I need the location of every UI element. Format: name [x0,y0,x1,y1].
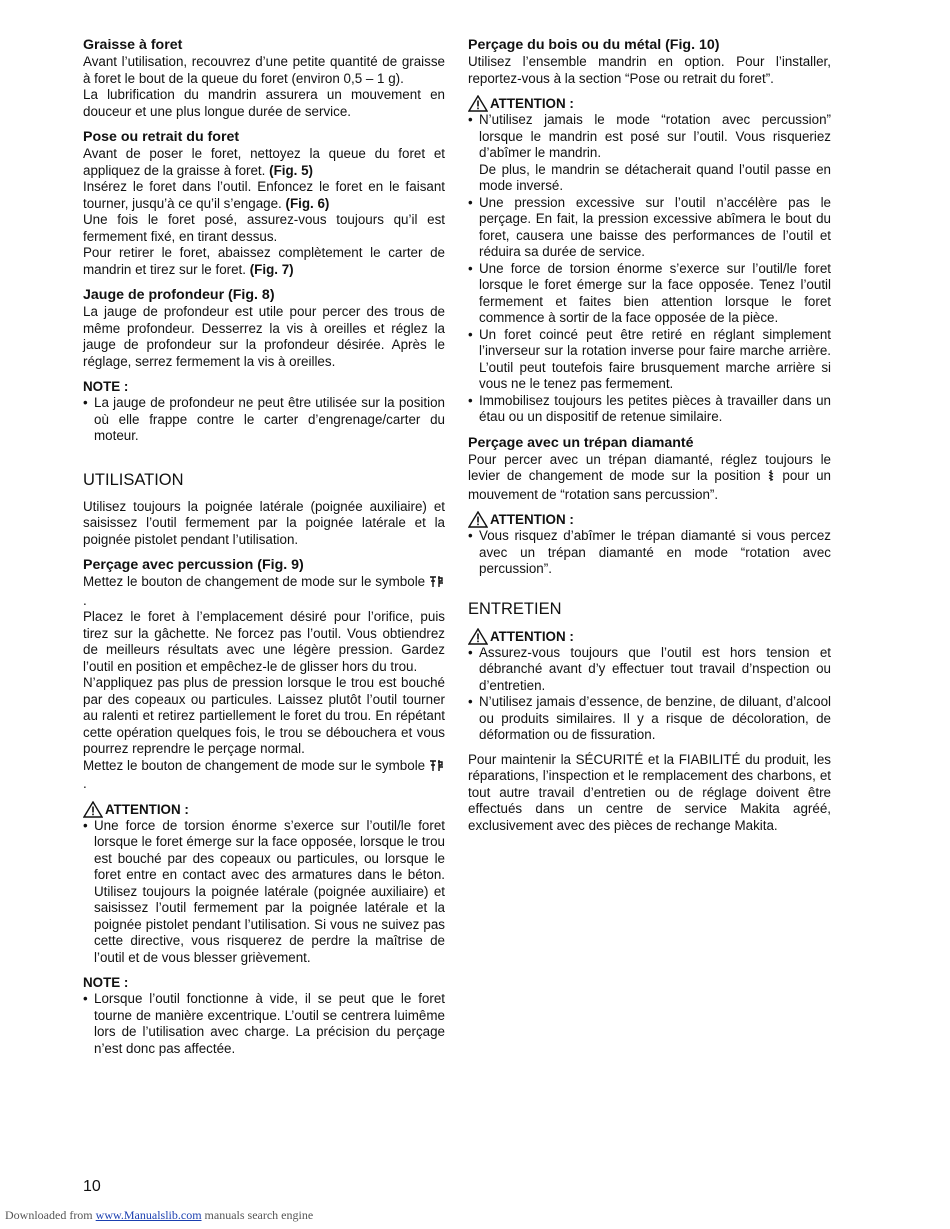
figure-ref: (Fig. 6) [285,195,330,211]
section-heading-entretien: ENTRETIEN [468,599,562,618]
attention-list [468,112,831,426]
note-list [83,991,445,1057]
paragraph: Utilisez toujours la poignée latérale (poignée auxiliaire) et saisissez l’outil fermement par la poignée latérale et la poignée pistolet pendant l’utilisation. [83,498,445,547]
section-title-percussion: Perçage avec percussion (Fig. 9) [83,557,304,573]
list-item: • Assurez-vous toujours que l’outil est hors tension et débranché avant d’y effectuer tout travail d’nspection ou d’entretien. [468,645,831,695]
note-label: NOTE : [83,975,129,990]
attention-label: ATTENTION : [468,95,831,112]
paragraph: Pour retirer le foret, abaissez complètement le carter de mandrin et tirez sur le foret. (Fig. 7) [83,245,445,277]
left-column [83,36,445,1057]
section-title-jauge: Jauge de profondeur (Fig. 8) [83,287,275,303]
drill-bit-mode-icon [767,469,775,487]
paragraph: Insérez le foret dans l’outil. Enfoncez le foret en le faisant tourner, jusqu’à ce qu’il s’engage. (Fig. 6) [83,179,445,211]
attention-label: ATTENTION : [468,628,831,645]
paragraph: Placez le foret à l’emplacement désiré pour l’orifice, puis tirez sur la gâchette. Ne forcez pas l’outil. Vous obtiendrez de meilleurs résultats avec une légère pression. Gardez l’outil en position et empêchez-le de glisser hors du trou. [83,609,445,674]
download-footer: Downloaded from www.Manualslib.com manuals search engine [5,1208,314,1222]
list-item: • Une force de torsion énorme s’exerce sur l’outil/le foret lorsque le foret émerge sur la face opposée. Tenez l’outil fermement et faites bien attention lorsque le foret commence à sortir de la face opposée de la pièce. [468,261,831,327]
note-label: NOTE : [83,379,129,394]
paragraph: Mettez le bouton de changement de mode sur le symbole . [83,758,445,793]
hammer-drill-mode-icon [429,575,445,593]
page-number: 10 [83,1178,101,1195]
paragraph: Avant l’utilisation, recouvrez d’une petite quantité de graisse à foret le bout de la queue du foret (environ 0,5 – 1 g). [83,54,445,86]
manualslib-link[interactable]: www.Manualslib.com [95,1208,202,1222]
list-item: • Immobilisez toujours les petites pièces à travailler dans un étau ou un dispositif de retenue similaire. [468,393,831,426]
section-heading-utilisation: UTILISATION [83,470,184,489]
figure-ref: (Fig. 7) [249,261,294,277]
paragraph: Avant de poser le foret, nettoyez la queue du foret et appliquez de la graisse à foret. (Fig. 5) [83,146,445,178]
section-title-trepan: Perçage avec un trépan diamanté [468,434,694,451]
paragraph: Mettez le bouton de changement de mode sur le symbole . [83,574,445,609]
attention-list [83,818,445,967]
paragraph: N’appliquez pas plus de pression lorsque le trou est bouché par des copeaux ou particules. Laissez plutôt l’outil tourner au ralenti et retirez partiellement le foret du trou. En répétant cette opération quelques fois, le trou se débouchera et vous pourrez reprendre le perçage normal. [83,675,445,756]
section-title-graisse: Graisse à foret [83,37,183,53]
list-item: • Une force de torsion énorme s’exerce sur l’outil/le foret lorsque le foret émerge sur la face opposée, lorsque le trou est bouché par des copeaux ou particules, ou lorsque le foret entre en contact avec des armatures dans le béton. Utilisez toujours la poignée latérale (poignée auxiliaire) et saisissez l’outil fermement par la poignée latérale et la poignée pistolet pendant l’utilisation. Si vous ne suivez pas cette directive, vous risquerez de perdre la maîtrise de l’outil et de vous blesser grièvement. [83,818,445,967]
section-title-pose-retrait: Pose ou retrait du foret [83,129,240,145]
warning-triangle-icon [83,801,103,818]
figure-ref: (Fig. 5) [269,162,314,178]
paragraph: La lubrification du mandrin assurera un mouvement en douceur et une plus longue durée de service. [83,87,445,119]
paragraph: Utilisez l’ensemble mandrin en option. Pour l’installer, reportez-vous à la section “Pose ou retrait du foret”. [468,54,831,86]
paragraph: Une fois le foret posé, assurez-vous toujours qu’il est fermement fixé, en tirant dessus. [83,212,445,244]
paragraph: Pour maintenir la SÉCURITÉ et la FIABILITÉ du produit, les réparations, l’inspection et le remplacement des charbons, et tout autre travail d’entretien ou de réglage doivent être effectués dans un centre de service Makita agréé, exclusivement avec des pièces de rechange Makita. [468,751,831,833]
list-item: • N’utilisez jamais d’essence, de benzine, de diluant, d’alcool ou produits similaires. Il y a risque de décoloration, de déformation ou de fissuration. [468,694,831,744]
attention-list [468,528,831,578]
hammer-drill-mode-icon [429,759,445,777]
paragraph: La jauge de profondeur est utile pour percer des trous de même profondeur. Desserrez la vis à oreilles et réglez la jauge de profondeur sur la profondeur désirée. Après le réglage, serrez fermement la vis à oreilles. [83,304,445,369]
attention-label: ATTENTION : [83,801,445,818]
right-column [468,36,831,834]
list-item: • N’utilisez jamais le mode “rotation avec percussion” lorsque le mandrin est posé sur l’outil. Vous risqueriez d’abîmer le mandrin. De plus, le mandrin se détacherait quand l’outil passe en mode inversé. [468,112,831,195]
paragraph: Pour percer avec un trépan diamanté, réglez toujours le levier de changement de mode sur la position pour un mouvement de “rotation sans percussion”. [468,451,831,502]
list-item: • Vous risquez d’abîmer le trépan diamanté si vous percez avec un trépan diamanté en mode “rotation avec percussion”. [468,528,831,578]
list-item: • Lorsque l’outil fonctionne à vide, il se peut que le foret tourne de manière excentrique. L’outil se centrera luimême lors de l’utilisation avec charge. La précision du perçage n’est donc pas affectée. [83,991,445,1057]
warning-triangle-icon [468,95,488,112]
section-title-bois-metal: Perçage du bois ou du métal (Fig. 10) [468,37,720,53]
warning-triangle-icon [468,628,488,645]
attention-label: ATTENTION : [468,511,831,528]
list-item: • Un foret coincé peut être retiré en réglant simplement l’inverseur sur la rotation inverse pour faire marche arrière. L’outil peut toutefois faire brusquement marche arrière si vous ne le tenez pas fermement. [468,327,831,393]
attention-list [468,645,831,744]
warning-triangle-icon [468,511,488,528]
note-list [83,395,445,445]
list-item: • Une pression excessive sur l’outil n’accélère pas le perçage. En fait, la pression excessive abîmera le bout du foret, causera une baisse des performances de l’outil et réduira sa durée de service. [468,195,831,261]
list-item: • La jauge de profondeur ne peut être utilisée sur la position où elle frappe contre le carter d’engrenage/carter du moteur. [83,395,445,445]
